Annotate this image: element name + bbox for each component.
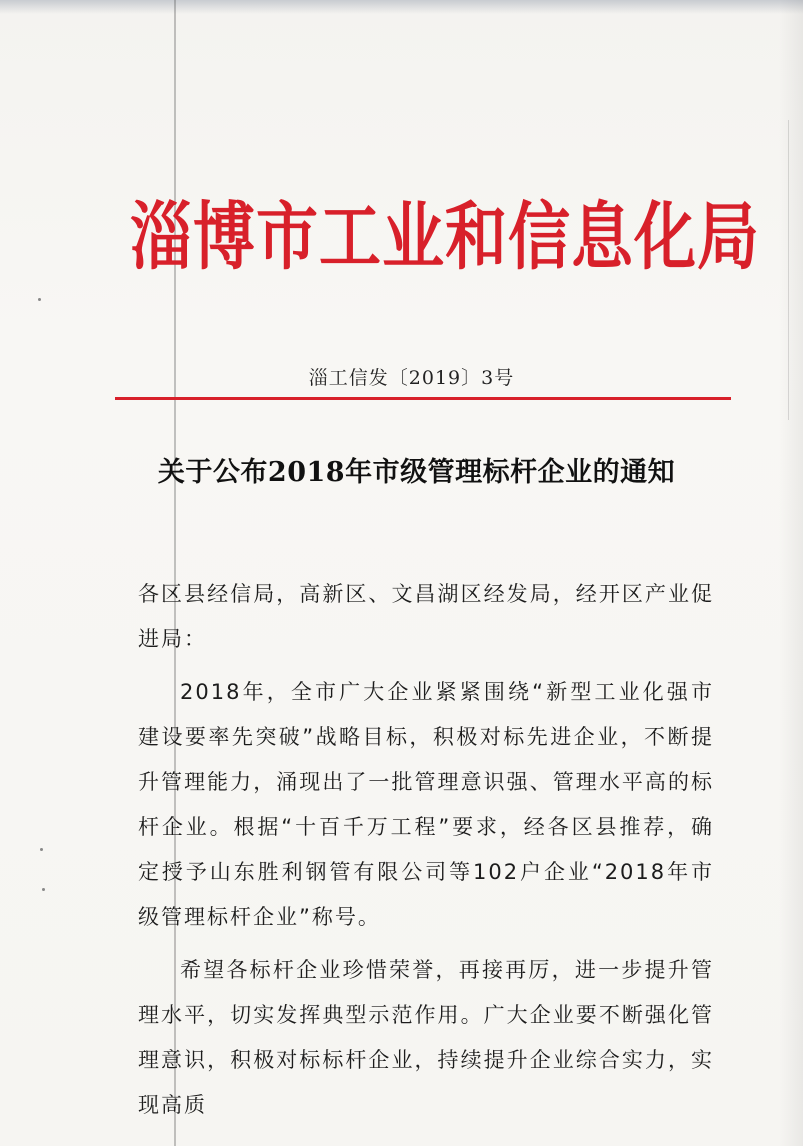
scan-speck (40, 848, 43, 851)
document-number: 淄工信发〔2019〕3号 (308, 367, 515, 389)
red-separator-line (115, 397, 731, 400)
notice-title: 关于公布2018年市级管理标杆企业的通知 (157, 457, 676, 488)
scan-speck (38, 298, 41, 301)
body-paragraph: 2018年，全市广大企业紧紧围绕“新型工业化强市建设要率先突破”战略目标，积极对标先进企业，不断提升管理能力，涌现出了一批管理意识强、管理水平高的标杆企业。根据“十百千万工程”要求，经各区县推荐，确定授予山东胜利钢管有限公司等102户企业“2018年市级管理标杆企业”称号。 (138, 680, 714, 929)
agency-header-title: 淄博市工业和信息化局 (130, 193, 761, 280)
body-paragraph: 希望各标杆企业珍惜荣誉，再接再厉，进一步提升管理水平，切实发挥典型示范作用。广大企业要不断强化管理意识，积极对标标杆企业，持续提升企业综合实力，实现高质 (138, 958, 714, 1117)
salutation: 各区县经信局，高新区、文昌湖区经发局，经开区产业促进局： (138, 582, 714, 651)
notice-body (138, 572, 714, 1128)
scan-edge-shadow (779, 0, 803, 1146)
scan-speck (42, 888, 45, 891)
scan-top-smudge (0, 0, 803, 14)
